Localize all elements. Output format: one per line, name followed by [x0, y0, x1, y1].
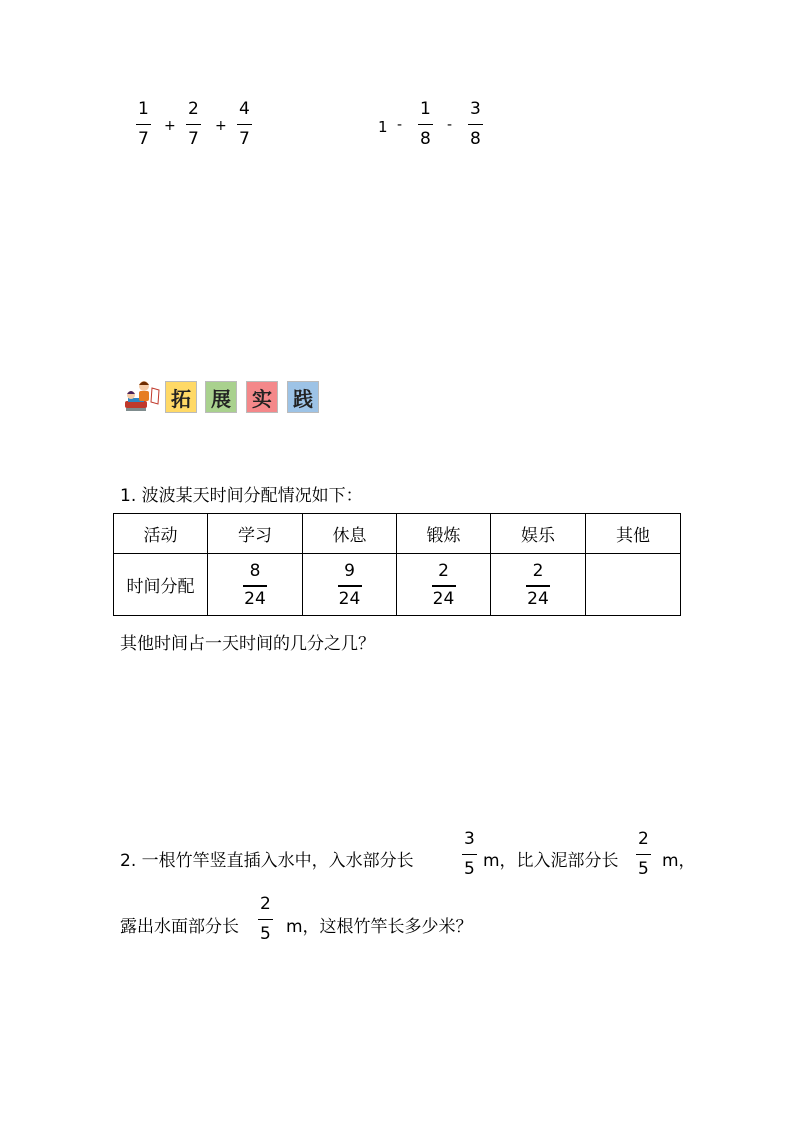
fraction-4-7: 4 7 [239, 99, 250, 150]
problem-1-question: 其他时间占一天时间的几分之几？ [120, 634, 375, 654]
problem-2-line1-part1: 2. 一根竹竿竖直插入水中，入水部分长 [120, 851, 414, 871]
reading-kids-icon [122, 378, 160, 414]
table-header-cell: 休息 [303, 514, 397, 554]
table-cell-fraction: $\frac{8}{24}$ [208, 554, 303, 616]
table-header-cell: 其他 [586, 514, 681, 554]
fraction-2-7: 2 7 [188, 99, 199, 150]
table-cell-empty [586, 554, 681, 616]
fraction-2-5: 2 5 [260, 894, 271, 945]
table-row-label: 时间分配 [114, 554, 208, 616]
problem-2-line1-part2: m，比入泥部分长 [483, 851, 619, 871]
problem-2-line2-part2: m，这根竹竿长多少米？ [286, 917, 473, 937]
section-title-char-3: 实 [246, 381, 278, 413]
section-title-char-4: 践 [287, 381, 319, 413]
table-cell-fraction: $\frac{9}{24}$ [303, 554, 397, 616]
table-header-cell: 娱乐 [491, 514, 586, 554]
fraction-1-8: 1 8 [420, 99, 431, 150]
fraction-3-8: 3 8 [470, 99, 481, 150]
time-allocation-table [113, 513, 681, 616]
leading-one: 1 [378, 118, 388, 136]
problem-2-line2-part1: 露出水面部分长 [120, 917, 239, 937]
minus-operator: - [447, 117, 453, 133]
table-cell-fraction: $\frac{2}{24}$ [491, 554, 586, 616]
section-title-char-1: 拓 [165, 381, 197, 413]
table-row [114, 554, 681, 616]
minus-operator: - [397, 117, 403, 133]
fraction-3-5: 3 5 [464, 829, 475, 880]
fraction-1-7: 1 7 [138, 99, 149, 150]
problem-2-line1-part3: m， [662, 851, 696, 871]
table-header-cell: 学习 [208, 514, 303, 554]
table-cell-fraction: $\frac{2}{24}$ [397, 554, 491, 616]
fraction-2-5: 2 5 [638, 829, 649, 880]
table-header-cell: 锻炼 [397, 514, 491, 554]
table-header-row [114, 514, 681, 554]
plus-operator: + [164, 118, 176, 134]
section-title-char-2: 展 [205, 381, 237, 413]
problem-1-prompt: 1. 波波某天时间分配情况如下： [120, 486, 363, 506]
plus-operator: + [215, 118, 227, 134]
table-header-cell: 活动 [114, 514, 208, 554]
